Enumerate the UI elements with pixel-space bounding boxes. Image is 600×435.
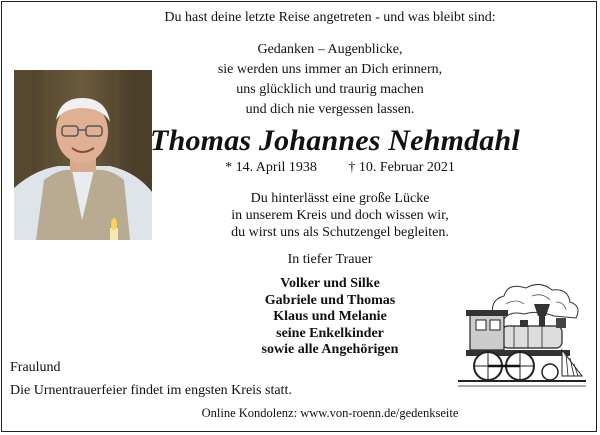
life-dates xyxy=(180,160,500,176)
family-member: Gabriele und Thomas xyxy=(264,292,396,308)
deceased-name: Thomas Johannes Nehmdahl xyxy=(150,124,520,157)
funeral-note: Die Urnentrauerfeier findet im engsten Kreis statt. xyxy=(10,383,292,398)
intro-line: Du hast deine letzte Reise angetreten - und was bleibt sind: xyxy=(164,10,496,25)
poem-line: sie werden uns immer an Dich erinnern, xyxy=(217,62,443,77)
portrait-photo xyxy=(14,70,152,240)
verse-line: in unserem Kreis und doch wissen wir, xyxy=(231,208,449,223)
place-name: Fraulund xyxy=(10,360,61,375)
birth-date: * 14. April 1938 xyxy=(225,160,317,175)
family-list xyxy=(220,276,440,359)
family-member: Klaus und Melanie xyxy=(273,309,387,324)
poem xyxy=(180,40,480,120)
train-illustration xyxy=(458,280,586,392)
online-condolence: Online Kondolenz: www.von-roenn.de/gedenkseite xyxy=(201,406,459,420)
mourning-line: In tiefer Trauer xyxy=(287,252,373,267)
family-member: sowie alle Angehörigen xyxy=(261,342,399,357)
poem-line: Gedanken – Augenblicke, xyxy=(257,42,403,57)
verse xyxy=(190,190,490,241)
poem-line: und dich nie vergessen lassen. xyxy=(245,102,415,117)
verse-line: Du hinterlässt eine große Lücke xyxy=(250,191,430,206)
death-date: † 10. Februar 2021 xyxy=(348,160,455,175)
family-member: Volker und Silke xyxy=(280,276,380,291)
family-member: seine Enkelkinder xyxy=(276,325,384,341)
verse-line: du wirst uns als Schutzengel begleiten. xyxy=(231,225,449,240)
poem-line: uns glücklich und traurig machen xyxy=(236,82,424,97)
